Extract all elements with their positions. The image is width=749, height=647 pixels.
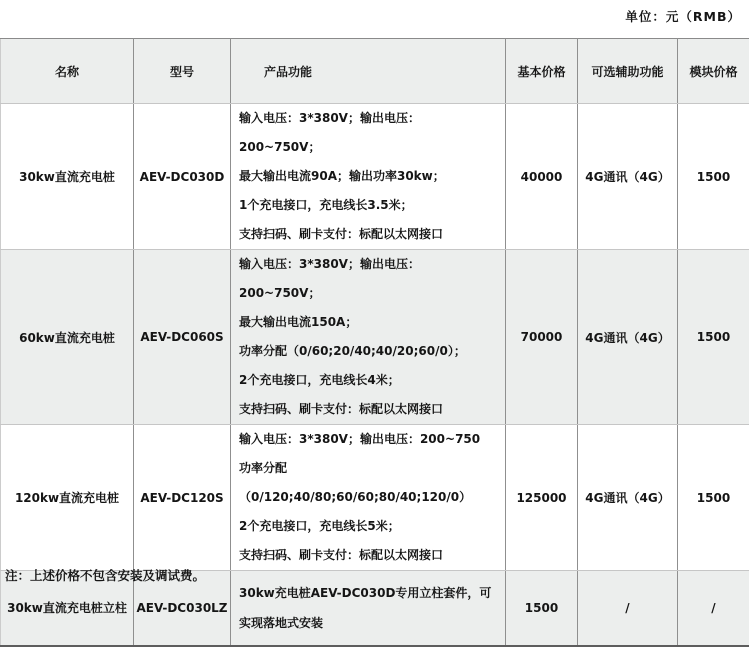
header-features: 产品功能	[231, 39, 506, 104]
feature-line: 30kw充电桩AEV-DC030D专用立柱套件，可实现落地式安装	[239, 578, 495, 638]
product-name: 30kw直流充电桩	[1, 104, 134, 250]
feature-line: 支持扫码、刷卡支付：标配以太网接口	[239, 541, 495, 570]
feature-line: 1个充电接口，充电线长3.5米；	[239, 191, 495, 220]
feature-line: 输入电压：3*380V；输出电压：200~750V；	[239, 250, 495, 308]
module-price: 1500	[678, 104, 749, 250]
product-model: AEV-DC120S	[134, 425, 231, 571]
base-price: 125000	[506, 425, 578, 571]
product-features	[231, 571, 506, 646]
header-module-price: 模块价格	[678, 39, 749, 104]
feature-line: 功率分配（0/120;40/80;60/60;80/40;120/0）	[239, 454, 495, 512]
feature-line: 2个充电接口，充电线长5米；	[239, 512, 495, 541]
feature-line: 最大输出电流150A；	[239, 308, 495, 337]
feature-line: 功率分配（0/60;20/40;40/20;60/0）；	[239, 337, 495, 366]
module-price: /	[678, 571, 749, 646]
optional-function: 4G通讯（4G）	[578, 104, 678, 250]
product-features	[231, 104, 506, 250]
header-optional-function: 可选辅助功能	[578, 39, 678, 104]
header-base-price: 基本价格	[506, 39, 578, 104]
product-features	[231, 250, 506, 425]
table-header	[1, 39, 749, 104]
product-name: 60kw直流充电桩	[1, 250, 134, 425]
optional-function: /	[578, 571, 678, 646]
product-features	[231, 425, 506, 571]
base-price: 1500	[506, 571, 578, 646]
table-body	[1, 104, 749, 646]
module-price: 1500	[678, 250, 749, 425]
unit-label: 单位：元（RMB）	[625, 7, 741, 25]
header-row	[1, 39, 749, 104]
table-row	[1, 104, 749, 250]
optional-function: 4G通讯（4G）	[578, 250, 678, 425]
footnote: 注：上述价格不包含安装及调试费。	[5, 566, 205, 584]
feature-line: 输入电压：3*380V；输出电压：200~750V；	[239, 104, 495, 162]
feature-line: 支持扫码、刷卡支付：标配以太网接口	[239, 395, 495, 424]
module-price: 1500	[678, 425, 749, 571]
table-row	[1, 250, 749, 425]
optional-function: 4G通讯（4G）	[578, 425, 678, 571]
feature-line: 输入电压：3*380V；输出电压：200~750	[239, 425, 495, 454]
product-model: AEV-DC030LZ	[134, 571, 231, 646]
price-table	[0, 38, 749, 647]
base-price: 70000	[506, 250, 578, 425]
base-price: 40000	[506, 104, 578, 250]
table-row	[1, 425, 749, 571]
product-model: AEV-DC030D	[134, 104, 231, 250]
header-model: 型号	[134, 39, 231, 104]
feature-line: 支持扫码、刷卡支付：标配以太网接口	[239, 220, 495, 249]
header-name: 名称	[1, 39, 134, 104]
feature-line: 2个充电接口，充电线长4米；	[239, 366, 495, 395]
feature-line: 最大输出电流90A；输出功率30kw；	[239, 162, 495, 191]
product-model: AEV-DC060S	[134, 250, 231, 425]
product-name: 120kw直流充电桩	[1, 425, 134, 571]
product-name: 30kw直流充电桩立柱	[1, 571, 134, 646]
